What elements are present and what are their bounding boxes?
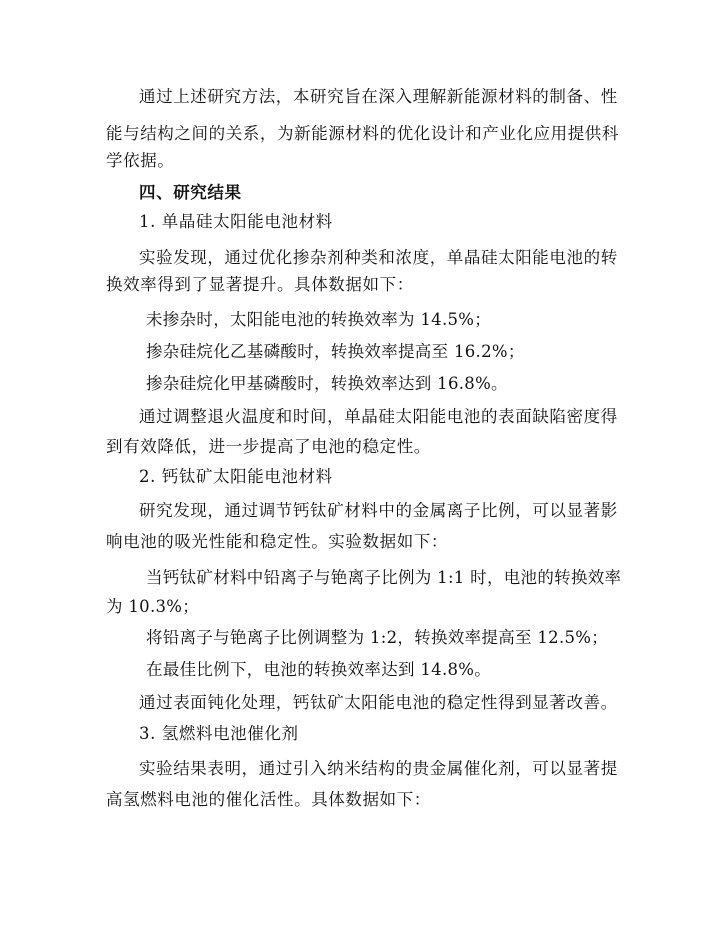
subsection-1-title: 1. 单晶硅太阳能电池材料: [139, 212, 333, 231]
subsection-2-item-2: 将铅离子与铯离子比例调整为 1:2，转换效率提高至 12.5%；: [146, 628, 609, 647]
intro-line-2: 能与结构之间的关系，为新能源材料的优化设计和产业化应用提供科: [106, 124, 619, 143]
subsection-1-para2-line2: 到有效降低，进一步提高了电池的稳定性。: [106, 437, 431, 456]
intro-line-3: 学依据。: [106, 151, 175, 170]
section-heading: 四、研究结果: [139, 183, 242, 202]
subsection-3-title: 3. 氢燃料电池催化剂: [139, 724, 299, 743]
subsection-2-para1-line2: 响电池的吸光性能和稳定性。实验数据如下：: [106, 532, 448, 551]
subsection-1-para1-line1: 实验发现，通过优化掺杂剂种类和浓度，单晶硅太阳能电池的转: [139, 248, 618, 267]
subsection-1-para2-line1: 通过调整退火温度和时间，单晶硅太阳能电池的表面缺陷密度得: [139, 407, 618, 426]
subsection-2-item-1-line1: 当钙钛矿材料中铅离子与铯离子比例为 1:1 时，电池的转换效率: [146, 568, 622, 587]
subsection-2-para2: 通过表面钝化处理，钙钛矿太阳能电池的稳定性得到显著改善。: [139, 693, 618, 712]
subsection-2-title: 2. 钙钛矿太阳能电池材料: [139, 467, 333, 486]
subsection-1-item-1: 未掺杂时，太阳能电池的转换效率为 14.5%；: [146, 310, 492, 329]
subsection-2-item-3: 在最佳比例下，电池的转换效率达到 14.8%。: [146, 660, 492, 679]
intro-line-1: 通过上述研究方法，本研究旨在深入理解新能源材料的制备、性: [139, 87, 618, 106]
subsection-1-item-3: 掺杂硅烷化甲基磷酸时，转换效率达到 16.8%。: [146, 374, 508, 393]
subsection-1-para1-line2: 换效率得到了显著提升。具体数据如下：: [106, 275, 414, 294]
subsection-3-para1-line2: 高氢燃料电池的催化活性。具体数据如下：: [106, 790, 431, 809]
subsection-3-para1-line1: 实验结果表明，通过引入纳米结构的贵金属催化剂，可以显著提: [139, 759, 618, 778]
subsection-2-item-1-line2: 为 10.3%；: [106, 597, 200, 616]
subsection-1-item-2: 掺杂硅烷化乙基磷酸时，转换效率提高至 16.2%；: [146, 342, 525, 361]
subsection-2-para1-line1: 研究发现，通过调节钙钛矿材料中的金属离子比例，可以显著影: [139, 501, 618, 520]
